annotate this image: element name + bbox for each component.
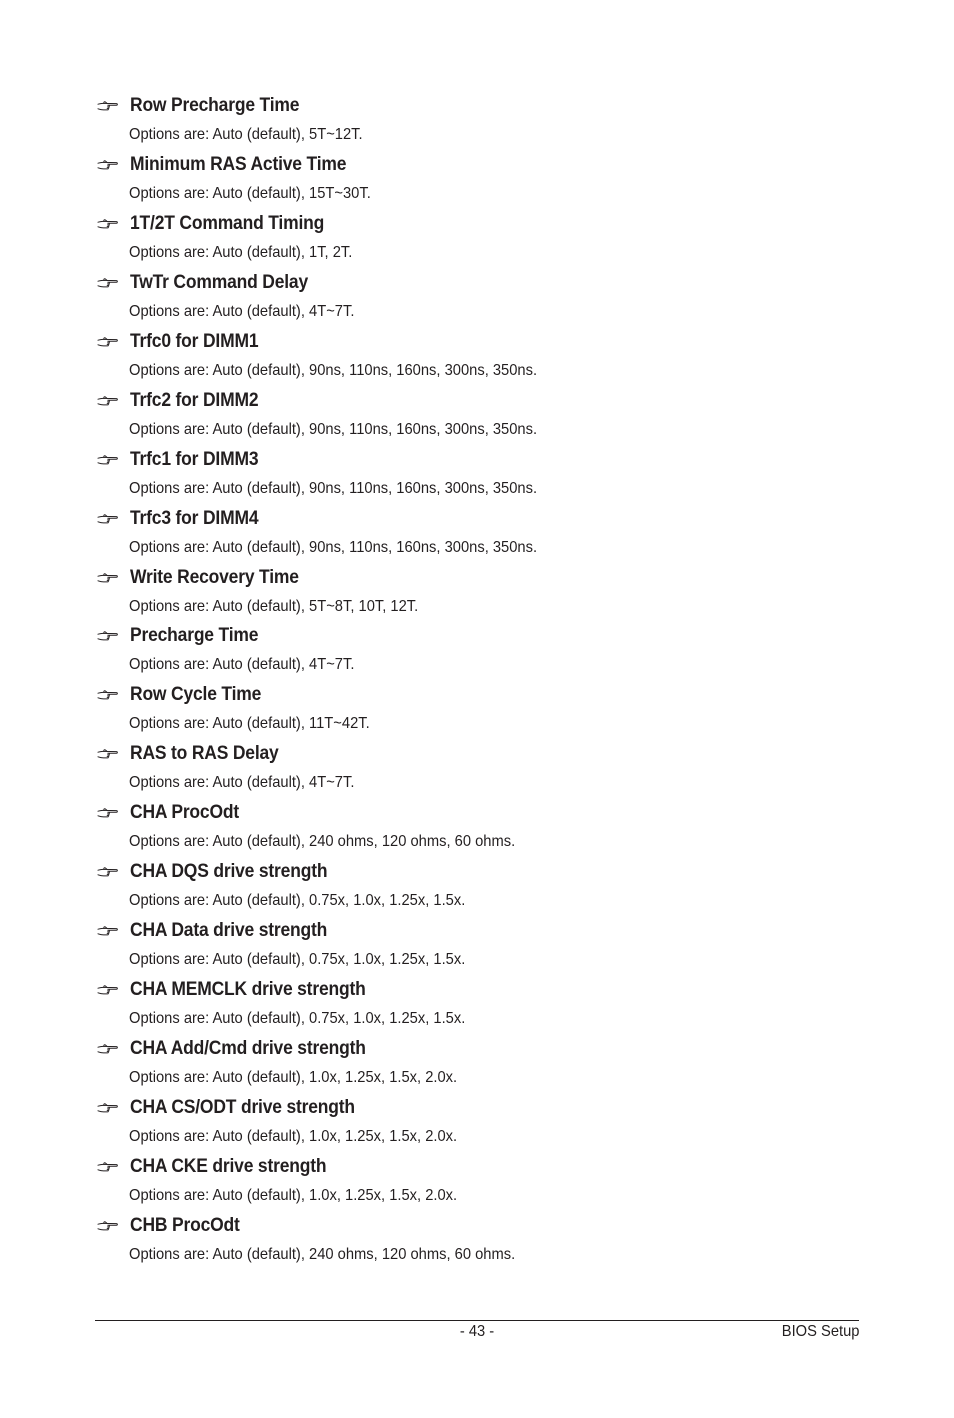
bios-option-entry — [97, 565, 877, 624]
bios-option-values: Options are: Auto (default), 1.0x, 1.25x, 1.5x, 2.0x. — [129, 1069, 458, 1086]
pointing-hand-icon — [97, 513, 119, 525]
pointing-hand-icon — [97, 159, 119, 171]
pointing-hand-icon — [97, 395, 119, 407]
pointing-hand-icon — [97, 689, 119, 701]
page-number: - 43 - — [459, 1323, 495, 1340]
bios-option-heading — [97, 388, 270, 414]
bios-option-entry — [97, 506, 877, 565]
bios-option-heading — [97, 447, 270, 473]
bios-option-values: Options are: Auto (default), 4T~7T. — [129, 302, 355, 320]
bios-option-heading — [97, 741, 292, 767]
bios-option-entry — [97, 211, 877, 270]
bios-option-values: Options are: Auto (default), 15T~30T. — [129, 184, 371, 202]
footer-divider — [95, 1320, 859, 1321]
bios-option-values: Options are: Auto (default), 1.0x, 1.25x, 1.5x, 2.0x. — [129, 1186, 458, 1204]
bios-option-values: Options are: Auto (default), 0.75x, 1.0x, 1.25x, 1.5x. — [129, 951, 466, 969]
bios-option-title: CHA CS/ODT drive strength — [130, 1096, 355, 1118]
bios-option-values: Options are: Auto (default), 1T, 2T. — [129, 243, 353, 261]
bios-option-heading — [97, 682, 273, 708]
bios-option-title: CHA Data drive strength — [130, 920, 328, 942]
pointing-hand-icon — [97, 807, 119, 819]
bios-option-entry — [97, 388, 877, 447]
bios-option-title: CHA ProcOdt — [130, 802, 240, 824]
bios-option-title: TwTr Command Delay — [130, 271, 309, 293]
bios-option-title: Minimum RAS Active Time — [130, 153, 347, 175]
bios-option-values: Options are: Auto (default), 90ns, 110ns, 160ns, 300ns, 350ns. — [129, 538, 538, 556]
bios-option-entry — [97, 1154, 877, 1213]
bios-option-values: Options are: Auto (default), 90ns, 110ns, 160ns, 300ns, 350ns. — [129, 361, 538, 379]
bios-option-title: Trfc2 for DIMM2 — [130, 389, 259, 411]
bios-option-title: Write Recovery Time — [130, 566, 299, 588]
bios-option-title: RAS to RAS Delay — [130, 743, 279, 765]
pointing-hand-icon — [97, 925, 119, 937]
bios-option-entry — [97, 447, 877, 506]
bios-option-entry — [97, 1095, 877, 1154]
bios-option-title: Trfc3 for DIMM4 — [130, 507, 259, 529]
bios-option-title: CHA Add/Cmd drive strength — [130, 1038, 366, 1059]
pointing-hand-icon — [97, 277, 119, 289]
bios-option-entry — [97, 741, 877, 800]
bios-option-values: Options are: Auto (default), 240 ohms, 120 ohms, 60 ohms. — [129, 1245, 516, 1263]
bios-option-values: Options are: Auto (default), 11T~42T. — [129, 715, 370, 733]
bios-option-heading — [97, 329, 270, 355]
bios-option-entry — [97, 1213, 877, 1272]
pointing-hand-icon — [97, 1220, 119, 1232]
bios-option-heading — [97, 859, 344, 885]
pointing-hand-icon — [97, 866, 119, 878]
bios-option-title: Trfc0 for DIMM1 — [130, 330, 259, 352]
bios-option-heading — [97, 1213, 249, 1239]
pointing-hand-icon — [97, 336, 119, 348]
bios-option-entry — [97, 1036, 877, 1095]
pointing-hand-icon — [97, 1043, 119, 1055]
bios-option-title: CHA CKE drive strength — [130, 1155, 327, 1177]
bios-option-values: Options are: Auto (default), 0.75x, 1.0x, 1.25x, 1.5x. — [129, 1010, 466, 1028]
bios-option-values: Options are: Auto (default), 0.75x, 1.0x, 1.25x, 1.5x. — [129, 892, 466, 910]
bios-option-heading — [97, 1154, 343, 1180]
bios-option-values: Options are: Auto (default), 90ns, 110ns, 160ns, 300ns, 350ns. — [129, 479, 538, 497]
bios-option-heading — [97, 152, 365, 178]
bios-option-heading — [97, 800, 249, 826]
bios-option-values: Options are: Auto (default), 5T~8T, 10T, 12T. — [129, 597, 419, 615]
section-name: BIOS Setup — [781, 1323, 859, 1340]
pointing-hand-icon — [97, 984, 119, 996]
bios-option-entry — [97, 329, 877, 388]
bios-option-entry — [97, 977, 877, 1036]
pointing-hand-icon — [97, 630, 119, 642]
bios-option-heading — [97, 211, 341, 237]
bios-option-entry — [97, 623, 877, 682]
bios-option-entry — [97, 918, 877, 977]
bios-option-entry — [97, 682, 877, 741]
bios-option-entry — [97, 859, 877, 918]
bios-option-values: Options are: Auto (default), 5T~12T. — [129, 126, 363, 143]
bios-option-title: CHB ProcOdt — [130, 1214, 240, 1236]
bios-option-values: Options are: Auto (default), 240 ohms, 120 ohms, 60 ohms. — [129, 833, 516, 851]
pointing-hand-icon — [97, 218, 119, 230]
bios-option-heading — [97, 623, 269, 649]
bios-option-heading — [97, 565, 313, 591]
bios-option-title: CHA MEMCLK drive strength — [130, 979, 366, 1001]
bios-option-values: Options are: Auto (default), 90ns, 110ns, 160ns, 300ns, 350ns. — [129, 420, 538, 438]
bios-option-heading — [97, 93, 314, 119]
bios-option-heading — [97, 1036, 386, 1062]
bios-option-values: Options are: Auto (default), 4T~7T. — [129, 656, 355, 674]
bios-option-title: Precharge Time — [130, 625, 259, 647]
bios-option-title: 1T/2T Command Timing — [130, 212, 325, 234]
bios-option-title: Trfc1 for DIMM3 — [130, 448, 259, 470]
bios-option-title: CHA DQS drive strength — [130, 861, 328, 883]
bios-option-heading — [97, 270, 323, 296]
pointing-hand-icon — [97, 1102, 119, 1114]
pointing-hand-icon — [97, 100, 119, 112]
bios-option-entry — [97, 270, 877, 329]
bios-option-entry — [97, 800, 877, 859]
bios-option-title: Row Cycle Time — [130, 684, 262, 706]
bios-option-entry — [97, 152, 877, 211]
pointing-hand-icon — [97, 748, 119, 760]
pointing-hand-icon — [97, 454, 119, 466]
bios-option-list — [97, 93, 877, 1272]
bios-option-heading — [97, 506, 270, 532]
bios-option-entry — [97, 93, 877, 152]
pointing-hand-icon — [97, 572, 119, 584]
bios-option-title: Row Precharge Time — [130, 95, 300, 116]
bios-option-values: Options are: Auto (default), 1.0x, 1.25x, 1.5x, 2.0x. — [129, 1127, 458, 1145]
bios-option-heading — [97, 918, 344, 944]
pointing-hand-icon — [97, 1161, 119, 1173]
bios-option-values: Options are: Auto (default), 4T~7T. — [129, 774, 355, 792]
bios-option-heading — [97, 977, 386, 1003]
bios-option-heading — [97, 1095, 375, 1121]
